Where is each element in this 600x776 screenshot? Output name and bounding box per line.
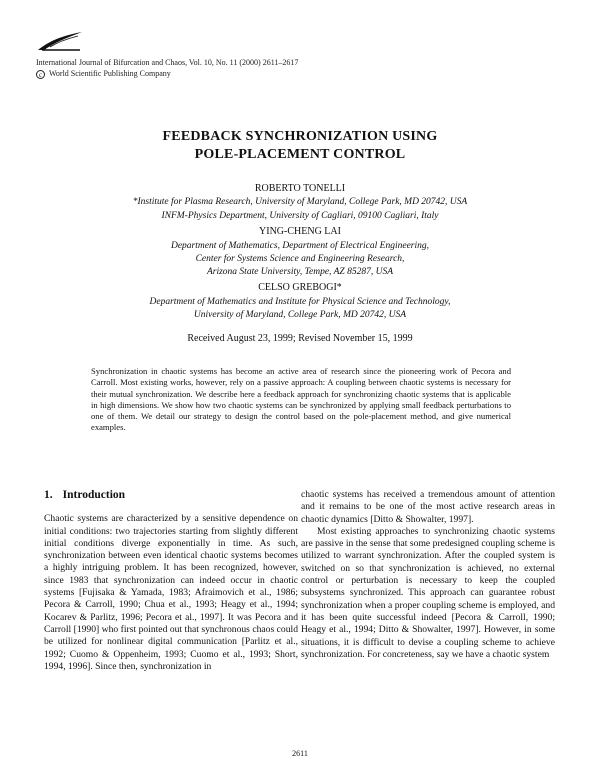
author-affiliation: Center for Systems Science and Engineering Research, xyxy=(195,254,405,264)
body-paragraph: chaotic systems has received a tremendous amount of attention and it remains to be one of the most active research areas in chaotic dynamics [Ditto & Showalter, 1997]. xyxy=(301,489,555,525)
author-name: CELSO GREBOGI* xyxy=(258,282,342,293)
abstract: Synchronization in chaotic systems has become an active area of research since the pioneering work of Pecora and Carroll. Most existing works, however, rely on a passive approach: A coupling between chaotic systems is necessary for their mutual synchronization. We describe here a feedback approach for synchronizing chaotic systems that is applicable in high dimensions. We show how two chaotic systems can be synchronized by applying small feedback perturbations to one of them. We detail our strategy to design the control based on the pole-placement method, and give numerical examples. xyxy=(91,366,511,433)
page-number: 2611 xyxy=(292,749,308,758)
author-affiliation: Department of Mathematics and Institute for Physical Science and Technology, xyxy=(149,297,451,307)
author-name: YING-CHENG LAI xyxy=(259,226,341,237)
author-affiliation: Department of Mathematics, Department of Electrical Engineering, xyxy=(170,241,430,251)
right-column xyxy=(301,489,555,661)
section-title: Introduction xyxy=(62,489,126,501)
received-dates: Received August 23, 1999; Revised November 15, 1999 xyxy=(187,333,413,344)
publisher-name: World Scientific Publishing Company xyxy=(49,69,171,78)
author-affiliation: Arizona State University, Tempe, AZ 85287, USA xyxy=(206,267,394,277)
left-column xyxy=(44,489,298,673)
section-heading xyxy=(44,489,298,501)
title-line-1: FEEDBACK SYNCHRONIZATION USING xyxy=(162,129,438,144)
body-paragraph: Chaotic systems are characterized by a sensitive dependence on initial conditions: two trajectories starting from slightly different initial conditions diverge exponentially in time. As such, synchronization between even identical chaotic systems becomes a highly intriguing problem. It has been recognized, however, since 1983 that synchronization can indeed occur in chaotic systems [Fujisaka & Yamada, 1983; Afraimovich et al., 1986; Pecora & Carroll, 1990; Chua et al., 1993; Heagy et al., 1994; Kocarev & Parlitz, 1996; Pecora et al., 1997]. It was Pecora and Carroll [1990] who first pointed out that synchronous chaos could be utilized for nonlinear digital communication [Parlitz et al., 1992; Cuomo & Oppenheim, 1993; Cuomo et al., 1993; Short, 1994, 1996]. Since then, synchronization in xyxy=(44,513,298,672)
author-affiliation: University of Maryland, College Park, MD 20742, USA xyxy=(193,310,407,320)
journal-header xyxy=(36,57,298,79)
body-paragraph: Most existing approaches to synchronizing chaotic systems are passive in the sense that some predesigned coupling scheme is utilized to warrant synchronization. After the coupled system is switched on so that synchronization is achieved, no external control or perturbation is necessary to keep the coupled subsystems synchronized. This approach can guarantee robust synchronization when a proper coupling scheme is employed, and it has been quite successful indeed [Pecora & Carroll, 1990; Heagy et al., 1994; Ditto & Showalter, 1997]. However, in some situations, it is difficult to devise a coupling scheme to achieve synchronization. For concreteness, say we have a chaotic system xyxy=(301,525,555,660)
copyright-icon: c xyxy=(36,70,45,79)
paper-title xyxy=(0,128,600,164)
author-affiliation: *Institute for Plasma Research, University of Maryland, College Park, MD 20742, USA xyxy=(132,197,468,207)
title-line-2: POLE-PLACEMENT CONTROL xyxy=(194,147,406,162)
journal-citation: International Journal of Bifurcation and Chaos, Vol. 10, No. 11 (2000) 2611–2617 xyxy=(36,58,299,67)
section-number: 1. xyxy=(44,489,53,501)
author-name: ROBERTO TONELLI xyxy=(254,183,346,194)
author-affiliation: INFM-Physics Department, University of Cagliari, 09100 Cagliari, Italy xyxy=(161,211,439,221)
publisher-logo-icon xyxy=(36,30,84,52)
